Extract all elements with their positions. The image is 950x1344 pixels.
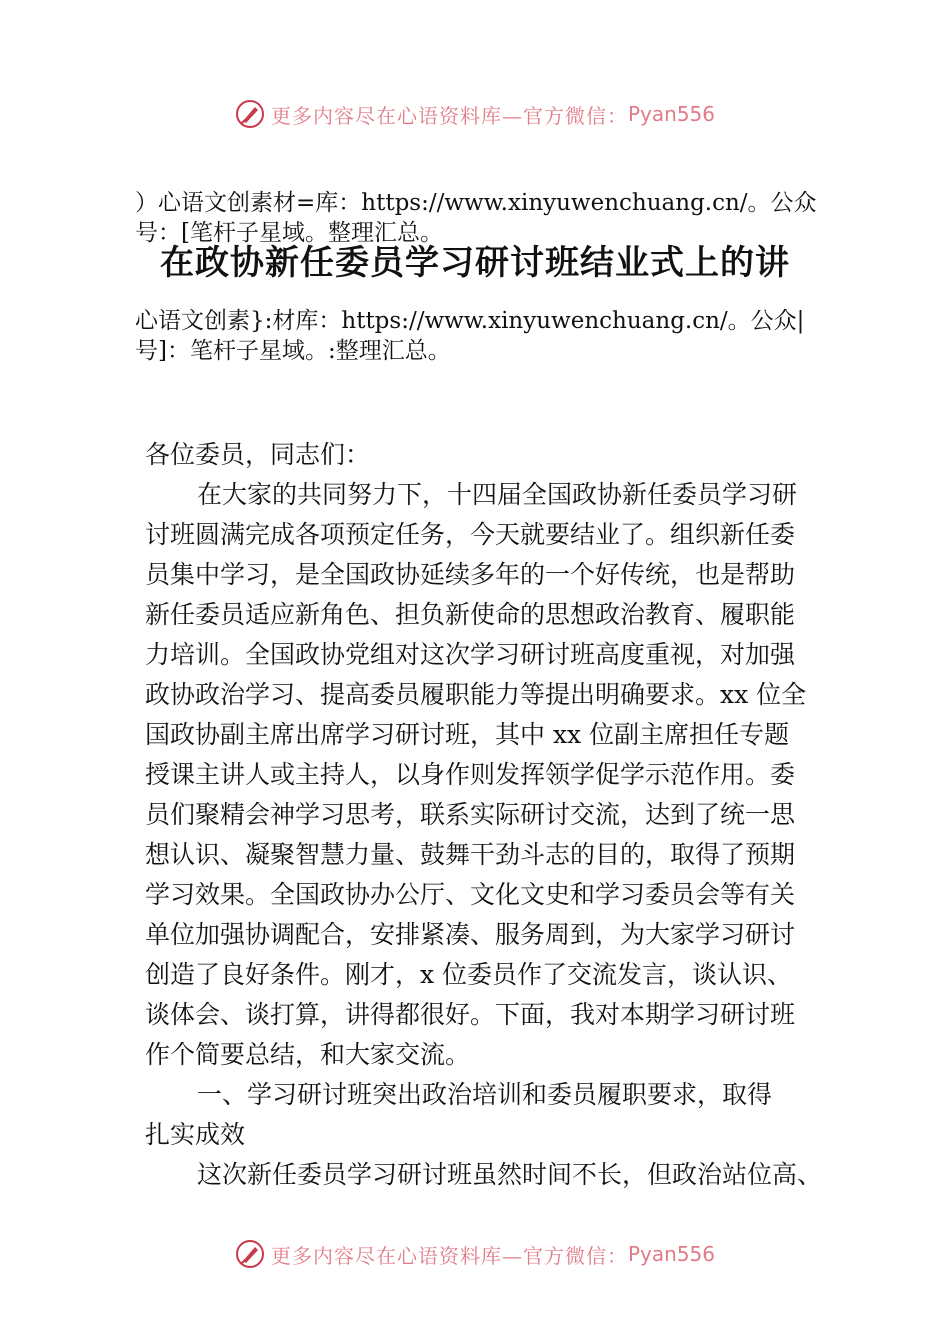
body-line: 政协政治学习、提高委员履职能力等提出明确要求。xx 位全 — [145, 680, 807, 709]
section-heading-line: 一、学习研讨班突出政治培训和委员履职要求，取得 — [197, 1080, 773, 1109]
watermark-text: 更多内容尽在心语资料库—官方微信： — [270, 1243, 628, 1268]
source-notice-1-line-1: ）心语文创素材=库：https://www.xinyuwenchuang.cn/。公众 — [135, 190, 817, 216]
source-notice-2-line-1: 心语文创素}:材库：https://www.xinyuwenchuang.cn/。公众| — [135, 308, 805, 334]
body-line: 授课主讲人或主持人，以身作则发挥领学促学示范作用。委 — [145, 760, 796, 789]
body-line: 这次新任委员学习研讨班虽然时间不长，但政治站位高、 — [197, 1160, 823, 1189]
watermark-wechat-id: Pyan556 — [627, 102, 715, 126]
body-line: 创造了良好条件。刚才，x 位委员作了交流发言，谈认识、 — [145, 960, 793, 989]
watermark-wechat-id: Pyan556 — [627, 1242, 715, 1266]
section-heading-line: 扎实成效 — [145, 1120, 246, 1149]
document-title: 在政协新任委员学习研讨班结业式上的讲 — [160, 243, 790, 283]
watermark-header — [0, 94, 950, 134]
source-notice-1-line-2: 号：[笔杆子星域。整理汇总。 — [135, 220, 443, 246]
body-line: 新任委员适应新角色、担负新使命的思想政治教育、履职能 — [145, 600, 796, 629]
body-line: 作个简要总结，和大家交流。 — [145, 1040, 471, 1069]
body-line: 谈体会、谈打算，讲得都很好。下面，我对本期学习研讨班 — [145, 1000, 796, 1029]
body-line: 学习效果。全国政协办公厅、文化文史和学习委员会等有关 — [145, 880, 796, 909]
body-line: 员集中学习，是全国政协延续多年的一个好传统，也是帮助 — [145, 560, 796, 589]
salutation: 各位委员，同志们： — [145, 440, 371, 469]
body-line: 讨班圆满完成各项预定任务，今天就要结业了。组织新任委 — [145, 520, 796, 549]
quill-logo-icon — [235, 1239, 265, 1269]
source-notice-2-line-2: 号]：笔杆子星域。:整理汇总。 — [135, 338, 451, 364]
body-line: 在大家的共同努力下，十四届全国政协新任委员学习研 — [197, 480, 798, 509]
watermark-text: 更多内容尽在心语资料库—官方微信： — [270, 103, 628, 128]
body-line: 国政协副主席出席学习研讨班，其中 xx 位副主席担任专题 — [145, 720, 790, 749]
body-line: 力培训。全国政协党组对这次学习研讨班高度重视，对加强 — [145, 640, 796, 669]
body-line: 单位加强协调配合，安排紧凑、服务周到，为大家学习研讨 — [145, 920, 796, 949]
body-line: 员们聚精会神学习思考，联系实际研讨交流，达到了统一思 — [145, 800, 796, 829]
body-line: 想认识、凝聚智慧力量、鼓舞干劲斗志的目的，取得了预期 — [145, 840, 796, 869]
quill-logo-icon — [235, 99, 265, 129]
watermark-footer — [0, 1234, 950, 1274]
speech-body — [145, 475, 825, 1195]
